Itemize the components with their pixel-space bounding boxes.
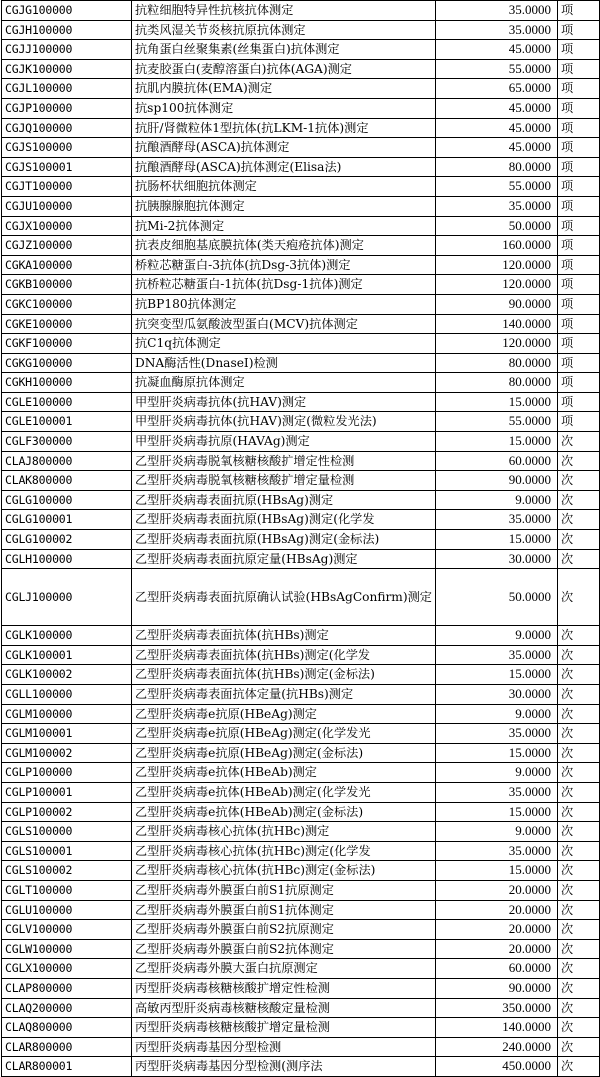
item-name-cell: 高敏丙型肝炎病毒核糖核酸定量检测: [132, 998, 436, 1018]
item-code-cell: CGLM100001: [2, 724, 132, 744]
unit-cell: 次: [558, 1037, 600, 1057]
table-row: [2, 959, 600, 979]
unit-cell: 项: [558, 294, 600, 314]
item-name-cell: 乙型肝炎病毒脱氧核糖核酸扩增定性检测: [132, 451, 436, 471]
unit-cell: 次: [558, 743, 600, 763]
unit-cell: 次: [558, 900, 600, 920]
unit-cell: 项: [558, 157, 600, 177]
price-cell: 80.0000: [436, 373, 558, 393]
unit-cell: 项: [558, 334, 600, 354]
price-cell: 90.0000: [436, 471, 558, 491]
price-cell: 160.0000: [436, 236, 558, 256]
table-row: [2, 1037, 600, 1057]
price-cell: 35.0000: [436, 782, 558, 802]
table-row: [2, 98, 600, 118]
table-row: [2, 861, 600, 881]
unit-cell: 次: [558, 959, 600, 979]
price-cell: 15.0000: [436, 432, 558, 452]
table-row: [2, 978, 600, 998]
unit-cell: 项: [558, 118, 600, 138]
fee-table-body: [2, 1, 600, 1077]
item-code-cell: CGKA100000: [2, 255, 132, 275]
item-code-cell: CLAR800000: [2, 1037, 132, 1057]
item-code-cell: CGJG100000: [2, 1, 132, 21]
unit-cell: 次: [558, 822, 600, 842]
item-name-cell: 乙型肝炎病毒外膜蛋白前S1抗体测定: [132, 900, 436, 920]
item-code-cell: CGLG100000: [2, 490, 132, 510]
item-name-cell: 桥粒芯糖蛋白-3抗体(抗Dsg-3抗体)测定: [132, 255, 436, 275]
item-code-cell: CGLG100002: [2, 530, 132, 550]
item-code-cell: CGLE100000: [2, 392, 132, 412]
table-row: [2, 782, 600, 802]
price-cell: 240.0000: [436, 1037, 558, 1057]
unit-cell: 项: [558, 314, 600, 334]
price-cell: 90.0000: [436, 294, 558, 314]
unit-cell: 项: [558, 353, 600, 373]
table-row: [2, 236, 600, 256]
item-name-cell: 乙型肝炎病毒外膜蛋白前S2抗体测定: [132, 939, 436, 959]
item-name-cell: 乙型肝炎病毒表面抗体(抗HBs)测定: [132, 626, 436, 646]
item-name-cell: 甲型肝炎病毒抗原(HAVAg)测定: [132, 432, 436, 452]
price-cell: 9.0000: [436, 626, 558, 646]
price-cell: 35.0000: [436, 645, 558, 665]
item-name-cell: 乙型肝炎病毒e抗体(HBeAb)测定: [132, 763, 436, 783]
item-name-cell: 乙型肝炎病毒e抗体(HBeAb)测定(化学发光: [132, 782, 436, 802]
item-code-cell: CLAJ800000: [2, 451, 132, 471]
table-row: [2, 998, 600, 1018]
item-name-cell: 乙型肝炎病毒脱氧核糖核酸扩增定量检测: [132, 471, 436, 491]
table-row: [2, 665, 600, 685]
table-row: [2, 802, 600, 822]
table-row: [2, 196, 600, 216]
table-row: [2, 743, 600, 763]
table-row: [2, 373, 600, 393]
unit-cell: 次: [558, 490, 600, 510]
item-code-cell: CGLM100002: [2, 743, 132, 763]
table-row: [2, 530, 600, 550]
item-code-cell: CLAR800001: [2, 1057, 132, 1077]
item-code-cell: CGLM100000: [2, 704, 132, 724]
unit-cell: 项: [558, 412, 600, 432]
table-row: [2, 157, 600, 177]
item-name-cell: 甲型肝炎病毒抗体(抗HAV)测定: [132, 392, 436, 412]
unit-cell: 次: [558, 451, 600, 471]
price-cell: 60.0000: [436, 451, 558, 471]
item-code-cell: CGKE100000: [2, 314, 132, 334]
table-row: [2, 59, 600, 79]
unit-cell: 次: [558, 549, 600, 569]
item-name-cell: 抗粒细胞特异性抗核抗体测定: [132, 1, 436, 21]
unit-cell: 次: [558, 802, 600, 822]
price-cell: 20.0000: [436, 939, 558, 959]
unit-cell: 项: [558, 20, 600, 40]
unit-cell: 项: [558, 255, 600, 275]
item-code-cell: CGJK100000: [2, 59, 132, 79]
item-code-cell: CGLK100002: [2, 665, 132, 685]
unit-cell: 次: [558, 880, 600, 900]
item-name-cell: 乙型肝炎病毒表面抗体(抗HBs)测定(化学发: [132, 645, 436, 665]
price-cell: 15.0000: [436, 665, 558, 685]
unit-cell: 次: [558, 471, 600, 491]
item-code-cell: CGLK100001: [2, 645, 132, 665]
item-name-cell: 乙型肝炎病毒表面抗原(HBsAg)测定: [132, 490, 436, 510]
price-cell: 45.0000: [436, 40, 558, 60]
item-name-cell: 抗肌内膜抗体(EMA)测定: [132, 79, 436, 99]
unit-cell: 次: [558, 665, 600, 685]
item-name-cell: 抗麦胶蛋白(麦醇溶蛋白)抗体(AGA)测定: [132, 59, 436, 79]
item-name-cell: DNA酶活性(DnaseI)检测: [132, 353, 436, 373]
item-code-cell: CGLL100000: [2, 685, 132, 705]
unit-cell: 次: [558, 861, 600, 881]
unit-cell: 次: [558, 1018, 600, 1038]
table-row: [2, 549, 600, 569]
price-cell: 60.0000: [436, 959, 558, 979]
price-cell: 50.0000: [436, 216, 558, 236]
item-code-cell: CGJZ100000: [2, 236, 132, 256]
table-row: [2, 392, 600, 412]
item-code-cell: CGLS100000: [2, 822, 132, 842]
item-name-cell: 丙型肝炎病毒基因分型检测(测序法: [132, 1057, 436, 1077]
item-name-cell: 乙型肝炎病毒核心抗体(抗HBc)测定(化学发: [132, 841, 436, 861]
table-row: [2, 510, 600, 530]
table-row: [2, 471, 600, 491]
table-row: [2, 724, 600, 744]
price-cell: 35.0000: [436, 1, 558, 21]
item-name-cell: 乙型肝炎病毒外膜蛋白前S1抗原测定: [132, 880, 436, 900]
table-row: [2, 451, 600, 471]
item-code-cell: CLAP800000: [2, 978, 132, 998]
table-row: [2, 294, 600, 314]
item-name-cell: 抗Mi-2抗体测定: [132, 216, 436, 236]
item-name-cell: 乙型肝炎病毒e抗原(HBeAg)测定(化学发光: [132, 724, 436, 744]
item-name-cell: 甲型肝炎病毒抗体(抗HAV)测定(微粒发光法): [132, 412, 436, 432]
item-name-cell: 丙型肝炎病毒基因分型检测: [132, 1037, 436, 1057]
item-name-cell: 乙型肝炎病毒核心抗体(抗HBc)测定: [132, 822, 436, 842]
price-cell: 30.0000: [436, 549, 558, 569]
item-code-cell: CLAQ200000: [2, 998, 132, 1018]
item-name-cell: 乙型肝炎病毒核心抗体(抗HBc)测定(金标法): [132, 861, 436, 881]
item-name-cell: 乙型肝炎病毒表面抗原(HBsAg)测定(化学发: [132, 510, 436, 530]
table-row: [2, 920, 600, 940]
price-cell: 9.0000: [436, 704, 558, 724]
item-code-cell: CLAK800000: [2, 471, 132, 491]
price-cell: 35.0000: [436, 20, 558, 40]
unit-cell: 项: [558, 275, 600, 295]
item-code-cell: CGLE100001: [2, 412, 132, 432]
unit-cell: 次: [558, 998, 600, 1018]
table-row: [2, 216, 600, 236]
item-code-cell: CGJL100000: [2, 79, 132, 99]
table-row: [2, 1057, 600, 1077]
price-cell: 90.0000: [436, 978, 558, 998]
table-row: [2, 1, 600, 21]
item-code-cell: CGKB100000: [2, 275, 132, 295]
item-code-cell: CGJS100000: [2, 138, 132, 158]
table-row: [2, 569, 600, 626]
item-code-cell: CGKF100000: [2, 334, 132, 354]
price-cell: 15.0000: [436, 530, 558, 550]
price-cell: 55.0000: [436, 59, 558, 79]
price-cell: 80.0000: [436, 353, 558, 373]
table-row: [2, 314, 600, 334]
item-name-cell: 抗凝血酶原抗体测定: [132, 373, 436, 393]
item-code-cell: CGLP100001: [2, 782, 132, 802]
unit-cell: 次: [558, 530, 600, 550]
item-name-cell: 抗角蛋白丝聚集素(丝集蛋白)抗体测定: [132, 40, 436, 60]
item-name-cell: 抗酿酒酵母(ASCA)抗体测定(Elisa法): [132, 157, 436, 177]
item-code-cell: CGLS100002: [2, 861, 132, 881]
unit-cell: 项: [558, 98, 600, 118]
price-cell: 65.0000: [436, 79, 558, 99]
unit-cell: 项: [558, 392, 600, 412]
item-code-cell: CGLP100000: [2, 763, 132, 783]
price-cell: 350.0000: [436, 998, 558, 1018]
unit-cell: 项: [558, 40, 600, 60]
price-cell: 15.0000: [436, 743, 558, 763]
item-code-cell: CLAQ800000: [2, 1018, 132, 1038]
item-code-cell: CGLW100000: [2, 939, 132, 959]
item-name-cell: 乙型肝炎病毒e抗原(HBeAg)测定: [132, 704, 436, 724]
price-cell: 9.0000: [436, 822, 558, 842]
price-cell: 35.0000: [436, 724, 558, 744]
unit-cell: 次: [558, 704, 600, 724]
unit-cell: 次: [558, 939, 600, 959]
unit-cell: 项: [558, 138, 600, 158]
item-code-cell: CGKH100000: [2, 373, 132, 393]
unit-cell: 次: [558, 1057, 600, 1077]
unit-cell: 次: [558, 432, 600, 452]
price-cell: 15.0000: [436, 392, 558, 412]
table-row: [2, 79, 600, 99]
item-name-cell: 乙型肝炎病毒表面抗原确认试验(HBsAgConfirm)测定: [132, 569, 436, 626]
unit-cell: 次: [558, 978, 600, 998]
unit-cell: 项: [558, 373, 600, 393]
item-name-cell: 乙型肝炎病毒外膜蛋白前S2抗原测定: [132, 920, 436, 940]
item-code-cell: CGLU100000: [2, 900, 132, 920]
item-code-cell: CGJP100000: [2, 98, 132, 118]
item-name-cell: 丙型肝炎病毒核糖核酸扩增定量检测: [132, 1018, 436, 1038]
price-cell: 15.0000: [436, 861, 558, 881]
unit-cell: 次: [558, 724, 600, 744]
unit-cell: 项: [558, 196, 600, 216]
price-cell: 20.0000: [436, 880, 558, 900]
table-row: [2, 275, 600, 295]
unit-cell: 次: [558, 685, 600, 705]
unit-cell: 次: [558, 782, 600, 802]
table-row: [2, 177, 600, 197]
item-code-cell: CGLK100000: [2, 626, 132, 646]
table-row: [2, 939, 600, 959]
table-row: [2, 490, 600, 510]
item-name-cell: 乙型肝炎病毒表面抗体(抗HBs)测定(金标法): [132, 665, 436, 685]
price-cell: 140.0000: [436, 1018, 558, 1038]
table-row: [2, 1018, 600, 1038]
item-name-cell: 抗C1q抗体测定: [132, 334, 436, 354]
item-name-cell: 抗突变型瓜氨酸波型蛋白(MCV)抗体测定: [132, 314, 436, 334]
table-row: [2, 841, 600, 861]
price-cell: 30.0000: [436, 685, 558, 705]
price-cell: 45.0000: [436, 138, 558, 158]
item-code-cell: CGLT100000: [2, 880, 132, 900]
item-name-cell: 乙型肝炎病毒表面抗原定量(HBsAg)测定: [132, 549, 436, 569]
item-code-cell: CGLS100001: [2, 841, 132, 861]
table-row: [2, 900, 600, 920]
item-name-cell: 抗BP180抗体测定: [132, 294, 436, 314]
item-code-cell: CGJJ100000: [2, 40, 132, 60]
price-cell: 45.0000: [436, 98, 558, 118]
item-name-cell: 乙型肝炎病毒表面抗原(HBsAg)测定(金标法): [132, 530, 436, 550]
price-cell: 35.0000: [436, 196, 558, 216]
price-cell: 9.0000: [436, 490, 558, 510]
item-code-cell: CGJQ100000: [2, 118, 132, 138]
item-name-cell: 乙型肝炎病毒外膜大蛋白抗原测定: [132, 959, 436, 979]
table-row: [2, 353, 600, 373]
table-row: [2, 645, 600, 665]
unit-cell: 项: [558, 236, 600, 256]
price-cell: 35.0000: [436, 510, 558, 530]
item-name-cell: 抗胰腺腺胞抗体测定: [132, 196, 436, 216]
unit-cell: 项: [558, 1, 600, 21]
item-code-cell: CGJT100000: [2, 177, 132, 197]
unit-cell: 次: [558, 626, 600, 646]
price-cell: 55.0000: [436, 177, 558, 197]
item-name-cell: 抗桥粒芯糖蛋白-1抗体(抗Dsg-1抗体)测定: [132, 275, 436, 295]
table-row: [2, 685, 600, 705]
item-name-cell: 抗肝/肾微粒体1型抗体(抗LKM-1抗体)测定: [132, 118, 436, 138]
price-cell: 20.0000: [436, 920, 558, 940]
unit-cell: 项: [558, 177, 600, 197]
price-cell: 15.0000: [436, 802, 558, 822]
unit-cell: 次: [558, 645, 600, 665]
item-name-cell: 乙型肝炎病毒e抗原(HBeAg)测定(金标法): [132, 743, 436, 763]
table-row: [2, 432, 600, 452]
price-cell: 20.0000: [436, 900, 558, 920]
item-name-cell: 抗肠杯状细胞抗体测定: [132, 177, 436, 197]
unit-cell: 次: [558, 510, 600, 530]
item-name-cell: 乙型肝炎病毒e抗体(HBeAb)测定(金标法): [132, 802, 436, 822]
table-row: [2, 626, 600, 646]
item-code-cell: CGJU100000: [2, 196, 132, 216]
unit-cell: 次: [558, 763, 600, 783]
price-cell: 55.0000: [436, 412, 558, 432]
item-code-cell: CGLH100000: [2, 549, 132, 569]
item-code-cell: CGLG100001: [2, 510, 132, 530]
item-name-cell: 抗类风湿关节炎核抗原抗体测定: [132, 20, 436, 40]
item-name-cell: 抗表皮细胞基底膜抗体(类天疱疮抗体)测定: [132, 236, 436, 256]
price-cell: 120.0000: [436, 255, 558, 275]
unit-cell: 次: [558, 920, 600, 940]
item-code-cell: CGLJ100000: [2, 569, 132, 626]
table-row: [2, 334, 600, 354]
table-row: [2, 20, 600, 40]
table-row: [2, 40, 600, 60]
price-cell: 140.0000: [436, 314, 558, 334]
unit-cell: 项: [558, 59, 600, 79]
unit-cell: 项: [558, 79, 600, 99]
price-cell: 450.0000: [436, 1057, 558, 1077]
item-name-cell: 丙型肝炎病毒核糖核酸扩增定性检测: [132, 978, 436, 998]
price-cell: 120.0000: [436, 275, 558, 295]
table-row: [2, 880, 600, 900]
price-cell: 45.0000: [436, 118, 558, 138]
price-cell: 35.0000: [436, 841, 558, 861]
table-row: [2, 763, 600, 783]
item-name-cell: 抗sp100抗体测定: [132, 98, 436, 118]
item-name-cell: 抗酿酒酵母(ASCA)抗体测定: [132, 138, 436, 158]
item-code-cell: CGJH100000: [2, 20, 132, 40]
price-cell: 80.0000: [436, 157, 558, 177]
item-code-cell: CGLF300000: [2, 432, 132, 452]
item-code-cell: CGLP100002: [2, 802, 132, 822]
unit-cell: 次: [558, 841, 600, 861]
price-cell: 120.0000: [436, 334, 558, 354]
item-code-cell: CGJX100000: [2, 216, 132, 236]
table-row: [2, 822, 600, 842]
item-code-cell: CGLX100000: [2, 959, 132, 979]
fee-table: [1, 0, 600, 1077]
table-row: [2, 255, 600, 275]
item-name-cell: 乙型肝炎病毒表面抗体定量(抗HBs)测定: [132, 685, 436, 705]
item-code-cell: CGKG100000: [2, 353, 132, 373]
table-row: [2, 118, 600, 138]
table-row: [2, 138, 600, 158]
price-cell: 50.0000: [436, 569, 558, 626]
unit-cell: 次: [558, 569, 600, 626]
table-row: [2, 412, 600, 432]
item-code-cell: CGKC100000: [2, 294, 132, 314]
item-code-cell: CGLV100000: [2, 920, 132, 940]
price-cell: 9.0000: [436, 763, 558, 783]
unit-cell: 项: [558, 216, 600, 236]
item-code-cell: CGJS100001: [2, 157, 132, 177]
table-row: [2, 704, 600, 724]
